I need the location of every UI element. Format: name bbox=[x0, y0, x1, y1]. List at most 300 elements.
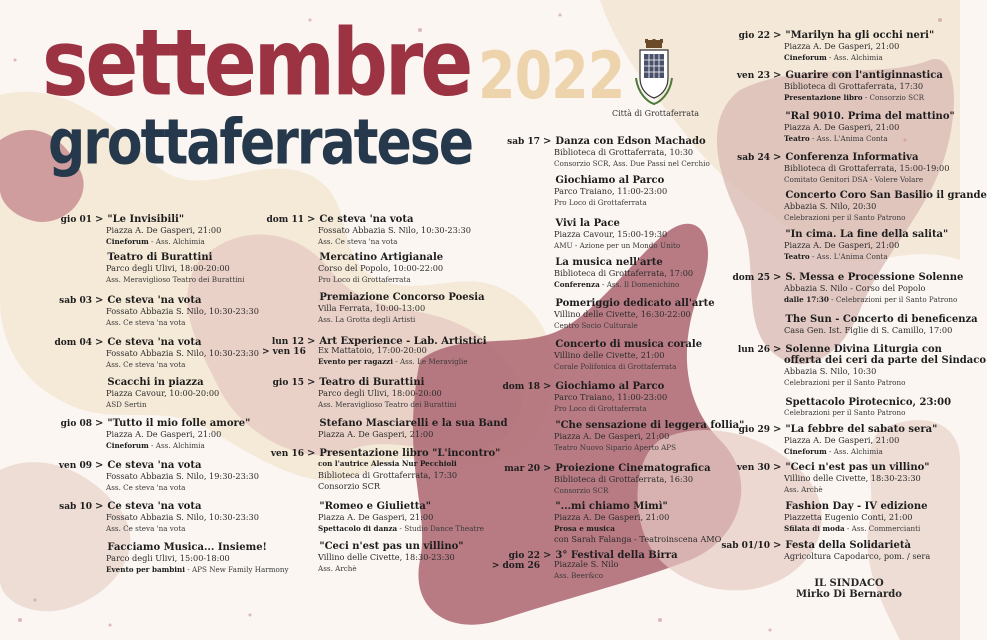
event-venue: Piazza Cavour, 15:00-19:30 bbox=[554, 229, 668, 239]
event-organizer bbox=[106, 483, 259, 494]
arrow-icon: > bbox=[773, 152, 782, 163]
event-header-row bbox=[480, 136, 710, 147]
event-type: Evento per ragazzi bbox=[318, 356, 393, 366]
event-organizer bbox=[554, 241, 680, 252]
event-title: Vivi la Pace bbox=[555, 218, 620, 229]
event-org: - Celebrazioni per il Santo Patrono bbox=[828, 294, 958, 304]
event-entry bbox=[40, 460, 259, 493]
event-venue: Fossato Abbazia S. Nilo, 10:30-23:30 bbox=[106, 348, 259, 358]
event-venue: Fossato Abbazia S. Nilo, 10:30-23:30 bbox=[106, 306, 259, 316]
event-venue: Abbazia S. Nilo, 20:30 bbox=[784, 201, 877, 211]
arrow-icon: > bbox=[95, 418, 104, 429]
event-org: - APS New Family Harmony bbox=[184, 564, 289, 574]
event-org: Pro Loco di Grottaferrata bbox=[554, 197, 647, 207]
event-entry bbox=[708, 540, 930, 563]
event-header-row bbox=[708, 314, 978, 325]
event-org: Ass. Beer&co bbox=[554, 570, 604, 580]
event-type: Cineforum bbox=[106, 236, 149, 246]
event-details bbox=[318, 512, 484, 534]
event-entry bbox=[40, 295, 259, 328]
event-details bbox=[784, 325, 978, 337]
event-details bbox=[784, 283, 963, 305]
event-title: Danza con Edson Machado bbox=[555, 136, 706, 147]
event-details bbox=[784, 201, 987, 223]
event-header-row bbox=[40, 418, 250, 429]
event-venue: Abbazia S. Nilo, 10:30 bbox=[784, 366, 877, 376]
event-title: "Tutto il mio folle amore" bbox=[107, 418, 251, 429]
event-entry bbox=[262, 501, 484, 534]
event-organizer bbox=[318, 357, 487, 368]
event-organizer bbox=[784, 93, 943, 104]
event-organizer bbox=[554, 198, 667, 209]
event-venue: Fossato Abbazia S. Nilo, 10:30-23:30 bbox=[106, 512, 259, 522]
event-entry bbox=[480, 298, 715, 331]
event-title-continued: offerta dei ceri da parte del Sindaco bbox=[784, 355, 987, 366]
event-org: Celebrazioni per il Santo Patrono bbox=[784, 408, 906, 417]
arrow-icon: > bbox=[543, 136, 552, 147]
event-org: - Ass. L'Anima Conta bbox=[809, 251, 888, 261]
event-entry bbox=[708, 152, 949, 185]
event-title: Scacchi in piazza bbox=[107, 377, 204, 388]
event-header-row bbox=[480, 257, 693, 268]
event-details bbox=[318, 303, 485, 325]
event-header-row bbox=[262, 377, 456, 388]
event-venue: Biblioteca di Grottaferrata, 16:30 bbox=[554, 474, 694, 484]
event-details bbox=[554, 474, 711, 496]
event-org: - Ass. Commercianti bbox=[844, 523, 921, 533]
event-type: Cineforum bbox=[784, 446, 827, 456]
event-title: Giochiamo al Parco bbox=[555, 175, 665, 186]
arrow-icon: > bbox=[543, 550, 552, 561]
event-details bbox=[318, 263, 443, 285]
title-settembre: settembre bbox=[42, 10, 471, 118]
event-day: lun 26 bbox=[737, 345, 770, 355]
event-header-row bbox=[40, 542, 289, 553]
event-details bbox=[106, 388, 219, 410]
arrow-icon: > bbox=[543, 463, 552, 474]
event-venue: Biblioteca di Grottaferrata, 17:30 bbox=[784, 81, 924, 91]
event-venue: Piazzetta Eugenio Conti, 21:00 bbox=[784, 512, 913, 522]
event-venue: Abbazia S. Nilo - Corso del Popolo bbox=[784, 283, 926, 293]
event-entry bbox=[480, 218, 680, 251]
event-day: ven 23 bbox=[736, 71, 770, 81]
event-entry bbox=[262, 214, 471, 247]
event-organizer bbox=[106, 237, 221, 248]
event-entry bbox=[480, 463, 711, 496]
arrow-icon: > bbox=[773, 272, 782, 283]
event-venue: Biblioteca di Grottaferrata, 10:30 bbox=[554, 147, 694, 157]
event-header-row bbox=[708, 540, 930, 551]
event-org: Ass. Ce steva 'na vota bbox=[106, 359, 186, 369]
event-day: gio 01 bbox=[60, 215, 92, 225]
event-day: gio 22 bbox=[508, 551, 540, 561]
event-entry bbox=[480, 136, 710, 169]
event-title: "Marilyn ha gli occhi neri" bbox=[785, 30, 935, 41]
event-title: "Romeo e Giulietta" bbox=[319, 501, 432, 512]
event-entry bbox=[480, 339, 702, 372]
event-title: La musica nell'arte bbox=[555, 257, 663, 268]
event-organizer bbox=[106, 360, 259, 371]
event-entry bbox=[262, 418, 508, 441]
event-organizer bbox=[784, 252, 948, 263]
event-header-row bbox=[40, 252, 244, 263]
event-header-row bbox=[708, 272, 963, 283]
event-organizer bbox=[784, 485, 929, 496]
event-title: Mercatino Artigianale bbox=[319, 252, 444, 263]
event-org: - Ass. Alchimia bbox=[826, 446, 883, 456]
event-entry bbox=[40, 214, 221, 247]
event-title: Ce steva 'na vota bbox=[107, 460, 202, 471]
event-organizer bbox=[554, 524, 721, 535]
event-title: Teatro di Burattini bbox=[107, 252, 213, 263]
arrow-icon: > bbox=[307, 214, 316, 225]
event-type: Teatro bbox=[784, 251, 810, 261]
event-details bbox=[106, 512, 259, 534]
event-entry bbox=[708, 111, 955, 144]
event-details bbox=[784, 122, 955, 144]
event-organizer bbox=[784, 378, 986, 389]
event-venue: Parco degli Ulivi, 15:00-18:00 bbox=[106, 553, 230, 563]
event-entry bbox=[40, 377, 219, 410]
event-entry bbox=[708, 272, 963, 305]
event-org: Ass. La Grotta degli Artisti bbox=[318, 314, 416, 324]
event-type: dalle 17:30 bbox=[784, 294, 829, 304]
event-venue: Biblioteca di Grottaferrata, 17:00 bbox=[554, 268, 694, 278]
event-venue: Fossato Abbazia S. Nilo, 19:30-23:30 bbox=[106, 471, 259, 481]
event-day: dom 18 bbox=[502, 382, 540, 392]
event-venue: Piazza A. De Gasperi, 21:00 bbox=[784, 435, 900, 445]
event-header-row bbox=[480, 501, 721, 512]
city-crest-icon bbox=[632, 38, 676, 108]
event-title: Ce steva 'na vota bbox=[107, 337, 202, 348]
event-org: Ass. Ce steva 'na vota bbox=[106, 482, 186, 492]
event-organizer bbox=[106, 441, 250, 452]
event-org: ASD Sertin bbox=[106, 399, 147, 409]
event-details bbox=[106, 471, 259, 493]
event-details bbox=[784, 81, 943, 103]
event-details bbox=[554, 392, 667, 414]
event-entry bbox=[262, 336, 487, 367]
event-details bbox=[784, 355, 986, 388]
event-title: Ce steva 'na vota bbox=[107, 295, 202, 306]
event-day-end: > dom 26 bbox=[491, 561, 540, 571]
event-venue: Piazza A. De Gasperi, 21:00 bbox=[554, 512, 670, 522]
event-org: - Ass. Il Domenichino bbox=[599, 279, 680, 289]
event-organizer bbox=[318, 315, 485, 326]
event-entry bbox=[708, 229, 948, 262]
event-organizer bbox=[106, 400, 219, 411]
arrow-icon: > bbox=[307, 448, 316, 459]
event-details bbox=[784, 240, 948, 262]
event-venue: Villa Ferrata, 10:00-13:00 bbox=[318, 303, 426, 313]
signature-name: Mirko Di Bernardo bbox=[796, 589, 902, 600]
event-details bbox=[554, 512, 721, 546]
event-organizer bbox=[106, 275, 244, 286]
event-header-row bbox=[262, 252, 443, 263]
title-grottaferratese: grottaferratese bbox=[48, 107, 473, 180]
event-organizer bbox=[318, 459, 500, 470]
event-title: Presentazione libro "L'incontro" bbox=[319, 448, 501, 459]
arrow-icon: > bbox=[773, 30, 782, 41]
event-venue: Piazza A. De Gasperi, 21:00 bbox=[554, 431, 670, 441]
city-name: Città di Grottaferrata bbox=[612, 109, 699, 118]
event-title: "In cima. La fine della salita" bbox=[785, 229, 949, 240]
event-organizer bbox=[784, 295, 963, 306]
event-day: gio 08 bbox=[60, 419, 92, 429]
event-details bbox=[554, 147, 710, 169]
event-org: Corale Polifonica di Grottaferrata bbox=[554, 361, 677, 371]
event-org: Ass. Meraviglioso Teatro dei Burattini bbox=[318, 399, 457, 409]
event-organizer bbox=[554, 280, 693, 291]
event-details bbox=[318, 552, 463, 574]
event-header-row bbox=[708, 152, 949, 163]
event-venue: Biblioteca di Grottaferrata, 15:00-19:00 bbox=[784, 163, 950, 173]
event-day: ven 09 bbox=[58, 461, 92, 471]
event-venue: Piazza A. De Gasperi, 21:00 bbox=[318, 429, 434, 439]
event-entry bbox=[262, 448, 500, 493]
event-details bbox=[554, 309, 715, 331]
event-title: Spettacolo Pirotecnico, 23:00 bbox=[785, 397, 952, 408]
event-details bbox=[318, 388, 456, 410]
event-type: Teatro bbox=[784, 133, 810, 143]
event-extra: Biblioteca di Grottaferrata, 17:30 bbox=[318, 469, 458, 480]
arrow-icon: > bbox=[95, 214, 104, 225]
event-title: Stefano Masciarelli e la sua Band bbox=[319, 418, 508, 429]
event-organizer bbox=[784, 175, 949, 186]
event-details bbox=[784, 408, 951, 419]
event-header-row bbox=[480, 298, 715, 309]
event-type: Spettacolo di danza bbox=[318, 523, 398, 533]
event-header-row bbox=[708, 190, 987, 201]
event-title: "Le Invisibili" bbox=[107, 214, 185, 225]
event-entry bbox=[40, 337, 259, 370]
event-title: Art Experience - Lab. Artistici bbox=[319, 336, 487, 347]
event-day-end: > ven 16 bbox=[262, 347, 306, 357]
event-header-row bbox=[708, 462, 929, 473]
event-header-row bbox=[708, 229, 948, 240]
event-organizer bbox=[318, 237, 471, 248]
event-day: sab 03 bbox=[59, 296, 92, 306]
event-entry bbox=[708, 30, 934, 63]
event-header-row bbox=[262, 214, 471, 225]
event-entry bbox=[480, 420, 744, 453]
event-organizer bbox=[106, 318, 259, 329]
event-day: dom 25 bbox=[732, 273, 770, 283]
event-venue: Piazzale S. Nilo bbox=[554, 559, 619, 569]
year-label: 2022 bbox=[478, 38, 625, 114]
event-header-row bbox=[708, 111, 955, 122]
event-organizer bbox=[318, 275, 443, 286]
event-org: Pro Loco di Grottaferrata bbox=[318, 274, 411, 284]
event-details bbox=[554, 229, 680, 251]
event-type: Cineforum bbox=[106, 440, 149, 450]
event-header-row bbox=[480, 381, 667, 392]
event-title: Concerto Coro San Basilio il grande bbox=[785, 190, 987, 201]
event-details bbox=[784, 473, 929, 495]
event-day: ven 30 bbox=[736, 463, 770, 473]
event-org: Ass. Ce steva 'na vota bbox=[318, 236, 398, 246]
event-organizer bbox=[318, 524, 484, 535]
event-header-row bbox=[40, 214, 221, 225]
event-venue: Ex Mattatoio, 17:00-20:00 bbox=[318, 345, 427, 355]
event-organizer bbox=[318, 564, 463, 575]
event-entry bbox=[480, 550, 678, 581]
event-org: Celebrazioni per il Santo Patrono bbox=[784, 212, 906, 222]
event-entry bbox=[40, 252, 244, 285]
event-entry bbox=[40, 418, 250, 451]
event-type: Sfilata di moda bbox=[784, 523, 845, 533]
event-title: Fashion Day - IV edizione bbox=[785, 501, 928, 512]
event-extra: Consorzio SCR bbox=[318, 481, 381, 491]
event-venue: Piazza Cavour, 10:00-20:00 bbox=[106, 388, 220, 398]
event-venue: Parco degli Ulivi, 18:00-20:00 bbox=[106, 263, 230, 273]
event-header-row bbox=[480, 463, 711, 474]
event-title: "...mi chiamo Mimì" bbox=[555, 501, 668, 512]
event-entry bbox=[708, 314, 978, 337]
event-org: Comitato Genitori DSA - Volere Volare bbox=[784, 174, 924, 184]
event-organizer bbox=[784, 53, 934, 64]
event-org: Ass. Ce steva 'na vota bbox=[106, 523, 186, 533]
event-title: "La febbre del sabato sera" bbox=[785, 424, 938, 435]
event-day: gio 22 bbox=[738, 31, 770, 41]
event-header-row bbox=[708, 344, 986, 355]
event-header-row bbox=[262, 541, 463, 552]
event-org: - Studio Dance Theatre bbox=[397, 523, 484, 533]
event-entry bbox=[262, 292, 485, 325]
event-details bbox=[106, 263, 244, 285]
arrow-icon: > bbox=[95, 460, 104, 471]
event-title: Festa della Solidarietà bbox=[785, 540, 911, 551]
event-entry bbox=[262, 252, 443, 285]
event-organizer bbox=[784, 408, 951, 419]
event-org: Teatro Nuovo Sipario Aperto APS bbox=[554, 442, 677, 452]
event-entry bbox=[480, 175, 667, 208]
event-title: Giochiamo al Parco bbox=[555, 381, 665, 392]
event-type: Evento per bambini bbox=[106, 564, 185, 574]
event-day: sab 10 bbox=[59, 502, 92, 512]
event-header-row bbox=[480, 420, 744, 431]
event-day: sab 01/10 bbox=[721, 541, 770, 551]
event-venue: Villino delle Civette, 21:00 bbox=[554, 350, 665, 360]
event-title: Guarire con l'antiginnastica bbox=[785, 70, 943, 81]
event-org: Consorzio SCR bbox=[554, 485, 609, 495]
event-title: Teatro di Burattini bbox=[319, 377, 425, 388]
event-org: Ass. Meraviglioso Teatro dei Burattini bbox=[106, 274, 245, 284]
event-day: sab 24 bbox=[737, 153, 770, 163]
event-day: lun 12 bbox=[271, 337, 304, 347]
arrow-icon: > bbox=[773, 462, 782, 473]
event-details bbox=[106, 429, 250, 451]
event-type: Presentazione libro bbox=[784, 92, 863, 102]
event-venue: Villino delle Civette, 18:30-23:30 bbox=[784, 473, 921, 483]
event-header-row bbox=[480, 175, 667, 186]
event-organizer bbox=[554, 404, 667, 415]
event-type: con l'autrice Alessia Nur Pecchioli bbox=[318, 459, 457, 468]
event-details bbox=[554, 559, 678, 581]
event-organizer bbox=[784, 447, 937, 458]
arrow-icon: > bbox=[307, 377, 316, 388]
event-org: - Ass. Alchimia bbox=[826, 52, 883, 62]
arrow-icon: > bbox=[95, 295, 104, 306]
event-entry bbox=[480, 381, 667, 414]
event-organizer bbox=[106, 524, 259, 535]
event-day: mar 20 bbox=[504, 464, 540, 474]
event-venue: Piazza A. De Gasperi, 21:00 bbox=[318, 512, 434, 522]
event-details bbox=[784, 435, 937, 457]
event-venue: Piazza A. De Gasperi, 21:00 bbox=[784, 41, 900, 51]
event-details bbox=[106, 225, 221, 247]
event-org: Ass. Archè bbox=[318, 563, 357, 573]
event-header-row bbox=[708, 397, 951, 408]
arrow-icon: > bbox=[773, 424, 782, 435]
event-header-row bbox=[708, 501, 927, 512]
event-type: Prosa e musica bbox=[554, 523, 615, 533]
event-title: 3° Festival della Birra bbox=[555, 550, 678, 561]
event-org: - Ass. Le Meraviglie bbox=[392, 356, 468, 366]
event-details bbox=[554, 350, 702, 372]
event-title: "Ceci n'est pas un villino" bbox=[319, 541, 464, 552]
event-venue: Parco Traiano, 11:00-23:00 bbox=[554, 392, 668, 402]
event-title: Ce steva 'na vota bbox=[107, 501, 202, 512]
event-org: AMU - Azione per un Mondo Unito bbox=[554, 240, 681, 250]
event-venue: Agricoltura Capodarco, pom. / sera bbox=[784, 551, 931, 561]
event-organizer bbox=[784, 134, 955, 145]
event-details bbox=[784, 163, 949, 185]
event-header-row bbox=[708, 424, 937, 435]
event-header-row bbox=[708, 70, 943, 81]
event-organizer bbox=[554, 159, 710, 170]
event-details bbox=[318, 459, 500, 493]
event-org: Ass. Ce steva 'na vota bbox=[106, 317, 186, 327]
event-organizer bbox=[784, 213, 987, 224]
arrow-icon: > bbox=[95, 337, 104, 348]
event-org: Consorzio SCR, Ass. Due Passi nel Cerchio bbox=[554, 158, 710, 168]
event-org: Ass. Archè bbox=[784, 484, 823, 494]
event-entry bbox=[708, 70, 943, 103]
event-venue: Villino delle Civette, 18:30-23:30 bbox=[318, 552, 455, 562]
signature bbox=[774, 578, 924, 600]
event-details bbox=[554, 268, 693, 290]
event-entry bbox=[708, 424, 937, 457]
event-header-row bbox=[708, 30, 934, 41]
event-org: Centro Socio Culturale bbox=[554, 320, 638, 330]
event-title: Proiezione Cinematografica bbox=[555, 463, 711, 474]
event-header-row bbox=[40, 295, 259, 306]
event-day: sab 17 bbox=[507, 137, 540, 147]
event-entry bbox=[708, 344, 986, 388]
event-entry bbox=[40, 542, 289, 575]
event-details bbox=[784, 512, 927, 534]
arrow-icon: > bbox=[773, 344, 782, 355]
event-org: - Consorzio SCR bbox=[862, 92, 925, 102]
event-organizer bbox=[554, 321, 715, 332]
event-title: Concerto di musica corale bbox=[555, 339, 703, 350]
event-extra: con Sarah Falanga - Teatroinscena AMO bbox=[554, 534, 722, 544]
event-header-row bbox=[40, 337, 259, 348]
event-organizer bbox=[318, 400, 456, 411]
event-entry bbox=[40, 501, 259, 534]
event-title: Solenne Divina Liturgia con bbox=[785, 344, 942, 355]
event-entry bbox=[262, 541, 463, 574]
event-details bbox=[106, 306, 259, 328]
event-title: Facciamo Musica... Insieme! bbox=[107, 542, 267, 553]
event-details bbox=[106, 348, 259, 370]
event-day: gio 29 bbox=[738, 425, 770, 435]
event-venue: Piazza A. De Gasperi, 21:00 bbox=[784, 122, 900, 132]
event-title: S. Messa e Processione Solenne bbox=[785, 272, 964, 283]
event-venue: Piazza A. De Gasperi, 21:00 bbox=[106, 429, 222, 439]
arrow-icon: > bbox=[95, 501, 104, 512]
